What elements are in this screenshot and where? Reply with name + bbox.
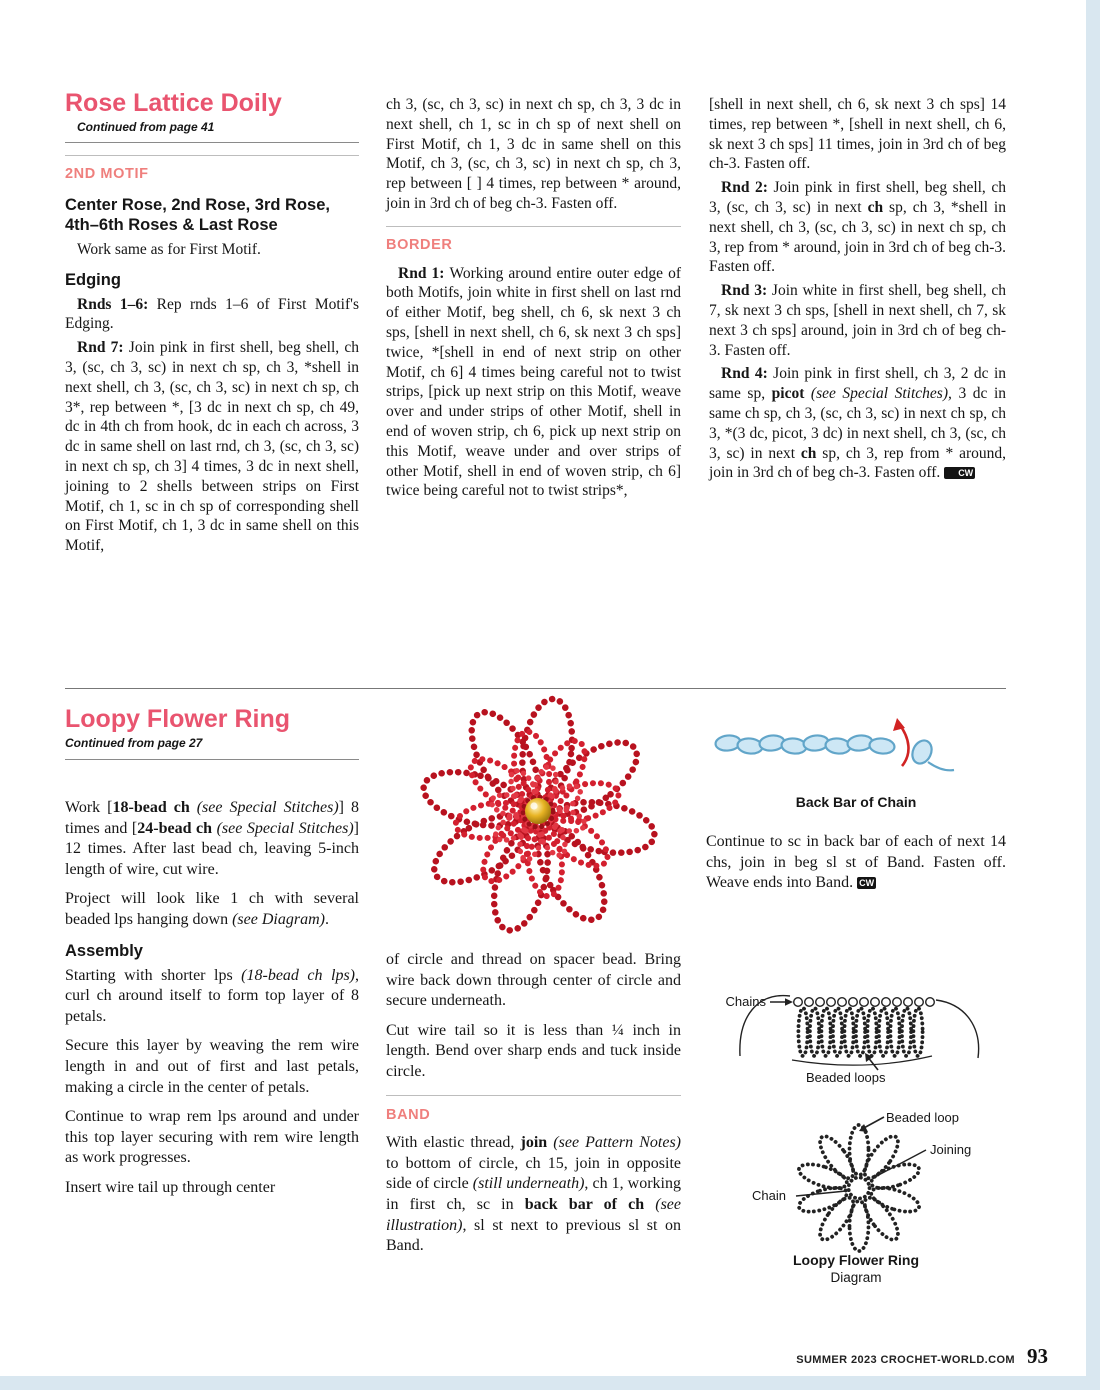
- ring-para-6: Insert wire tail up through center: [65, 1178, 276, 1196]
- article-divider-rule: [65, 688, 1006, 689]
- flower-diagram-graphic: [734, 1104, 996, 1256]
- ring-para-5: Continue to wrap rem lps around and under this top layer securing with rem wire length as work progresses.: [65, 1108, 359, 1167]
- diagram-chain-ring: [849, 1178, 870, 1199]
- doily-para-rnd1-continued: [shell in next shell, ch 6, sk next 3 ch sps] 14 times, rep between *, [shell in next shell, ch 6, sk next 3 ch sps] 11 times, join in 3rd ch of beg ch-3. Fasten off.: [709, 96, 1006, 173]
- caption-loopy-flower-ring: Loopy Flower Ring: [793, 1252, 919, 1268]
- cw-logo: CW: [944, 467, 975, 479]
- label-joining: Joining: [930, 1142, 972, 1157]
- ring-title-rule: [65, 759, 359, 760]
- bead-highlight: [530, 802, 537, 809]
- doily-para-rnd-3: Rnd 3: Join white in first shell, beg shell, ch 7, sk next 3 ch sps, [shell in next shell, ch 7, sk next 3 ch sps] around, join in 3rd ch of beg ch-3. Fasten off.: [709, 282, 1006, 359]
- ring-para-10-wrap: [706, 832, 1006, 903]
- doily-para-rnd-7: Rnd 7: Join pink in first shell, beg shell, ch 3, (sc, ch 3, sc) in next ch sp, ch 3, *shell in next shell, ch 3, (sc, ch 3, sc) in next ch sp, ch 3*, rep between *, [3 dc in next ch sp, ch 49, dc in 4th ch from hook, dc in each ch across, 3 dc in same shell on last rnd, ch 3, (sc, ch 3, sc) in next ch sp, ch 3] 4 times, 3 dc in next shell, joining to 2 shells between strips on First Motif, ch 1, sc in ch sp of corresponding shell on First Motif, ch 1, 3 dc in same shell on this Motif,: [65, 339, 359, 555]
- doily-rnd4-text: Rnd 4: Join pink in first shell, ch 3, 2 dc in same sp, picot (see Special Stitches), 3 dc in same ch sp, ch 3, (sc, ch 3, sc) in next ch sp, ch 3, *(3 dc, picot, 3 dc) in next shell, ch 3, (sc, ch 3, sc) in next ch sp, ch 3, rep from * around, join in 3rd ch of beg ch-3. Fasten off.: [709, 365, 1006, 482]
- label-chains: Chains: [725, 994, 766, 1009]
- ring-column-3: [706, 712, 1008, 1312]
- doily-para-rnd-4: [709, 364, 1006, 483]
- doily-column-3: [709, 95, 1006, 686]
- ring-para-3: Starting with shorter lps (18-bead ch lps), curl ch around itself to form top layer of 8 petals.: [65, 966, 360, 1025]
- ring-para-10: [706, 832, 1006, 894]
- chain-illustration: [706, 712, 1006, 782]
- ring-title: Loopy Flower Ring: [65, 705, 290, 733]
- ring-para-2: Project will look like 1 ch with several beaded lps hanging down (see Diagram).: [65, 890, 359, 928]
- label-beaded-loops: Beaded loops: [806, 1070, 886, 1085]
- page-number: 93: [1027, 1344, 1048, 1368]
- doily-para-rnds-1-6: Rnds 1–6: Rep rnds 1–6 of First Motif's Edging.: [65, 295, 359, 333]
- doily-heading-roses: Center Rose, 2nd Rose, 3rd Rose, 4th–6th Roses & Last Rose: [65, 195, 330, 234]
- ring-para-1: Work [18-bead ch (see Special Stitches)] 8 times and [24-bead ch (see Special Stitches)] 12 times. After last bead ch, leaving 5-inch length of wire, cut wire.: [65, 799, 359, 878]
- ring-heading-assembly: Assembly: [65, 941, 143, 960]
- gold-spacer-bead: [525, 798, 551, 824]
- flower-diagram: [734, 1104, 996, 1256]
- doily-column-1: [65, 90, 359, 686]
- chain-illustration-graphic: [706, 712, 1006, 782]
- label-beaded-loop: Beaded loop: [886, 1110, 960, 1125]
- caption-diagram: Diagram: [830, 1270, 882, 1285]
- ring-para-10-text: Continue to sc in back bar of each of next 14 chs, join in beg sl st of Band. Fasten off. Weave ends into Band.: [706, 833, 1006, 892]
- page-edge-right: [1086, 0, 1100, 1390]
- ring-continued-line: Continued from page 27: [65, 736, 203, 750]
- doily-para-rnd7-continued: ch 3, (sc, ch 3, sc) in next ch sp, ch 3, 3 dc in next shell, ch 1, sc in ch sp of next shell on First Motif, ch 1, 3 dc in same shell on this Motif, ch 3, (sc, ch 3, sc) in next ch sp, ch 3, rep between [ ] 4 times, rep between * around, join in 3rd ch of beg ch-3. Fasten off.: [386, 96, 681, 212]
- caption-back-bar-of-chain: Back Bar of Chain: [795, 794, 917, 810]
- ring-para-9: With elastic thread, join (see Pattern Notes) to bottom of circle, ch 15, join in opposite side of circle (still underneath), ch 1, working in first ch, sc in back bar of ch (see illustration), sl st next to previous sl st on Band.: [386, 1134, 682, 1255]
- red-arrow-icon: [893, 718, 908, 766]
- flower-photo-frame: [406, 694, 662, 946]
- doily-column-2: [386, 95, 681, 686]
- doily-heading-edging: Edging: [65, 270, 121, 289]
- diagram-beaded-loops: [796, 1125, 922, 1251]
- ring-para-8: Cut wire tail so it is less than ¼ inch in length. Bend over sharp ends and tuck inside circle.: [386, 1021, 681, 1080]
- label-chain: Chain: [752, 1188, 786, 1203]
- beaded-loop-arrow-icon: [859, 1117, 884, 1132]
- ring-subhead-band: BAND: [386, 1095, 681, 1126]
- doily-subhead-border: BORDER: [386, 226, 681, 256]
- chain-links: [715, 734, 935, 766]
- doily-continued-line: Continued from page 41: [77, 120, 215, 134]
- ring-para-7: of circle and thread on spacer bead. Bring wire back down through center of circle and secure underneath.: [386, 951, 681, 1010]
- band-curve-right: [936, 1000, 979, 1058]
- doily-para-work-same: Work same as for First Motif.: [77, 240, 261, 258]
- footer-issue-text: SUMMER 2023 CROCHET-WORLD.COM: [796, 1354, 1015, 1366]
- doily-para-rnd-1: Rnd 1: Working around entire outer edge of both Motifs, join white in first shell on last rnd of either Motif, beg shell, ch 6, sk next 3 ch sps, [shell in next shell, ch 6, sk next 3 ch sps] twice, *[shell in end of next strip on other Motif, ch 6] 4 times being careful not to twist strips, [pick up next strip on this Motif, weave over and under strips of other Motif, shell in end of woven strip, ch 6, pick up next strip on this Motif, weave under and over strips of other Motif, shell in end of woven strip, ch 6] twice being careful not to twist strips*,: [386, 264, 681, 500]
- chains-arrow-icon: [770, 998, 793, 1006]
- flower-photo: [406, 694, 662, 946]
- band-diagram: [706, 940, 1006, 1098]
- cw-logo-2: CW: [859, 878, 875, 889]
- doily-title: Rose Lattice Doily: [65, 89, 282, 117]
- ring-para-4: Secure this layer by weaving the rem wire length in and out of first and last petals, making a circle in the center of petals.: [65, 1037, 359, 1096]
- page-footer: [500, 1344, 1048, 1369]
- band-chain-row: [794, 998, 935, 1007]
- doily-subhead-2nd-motif: 2ND MOTIF: [65, 155, 359, 185]
- page-edge-bottom: [0, 1376, 1100, 1390]
- ring-column-2: [386, 950, 681, 1266]
- chain-tail: [928, 762, 954, 770]
- doily-para-rnd-2: Rnd 2: Join pink in first shell, beg shell, ch 3, (sc, ch 3, sc) in next ch sp, ch 3, *shell in next shell, ch 3, (sc, ch 3, sc) in next ch sp, ch 3, rep from * around, join in 3rd ch of beg ch-3. Fasten off.: [709, 179, 1007, 276]
- doily-title-rule: [65, 142, 359, 143]
- ring-column-1: [65, 706, 359, 1208]
- band-beaded-loops: [798, 1008, 922, 1056]
